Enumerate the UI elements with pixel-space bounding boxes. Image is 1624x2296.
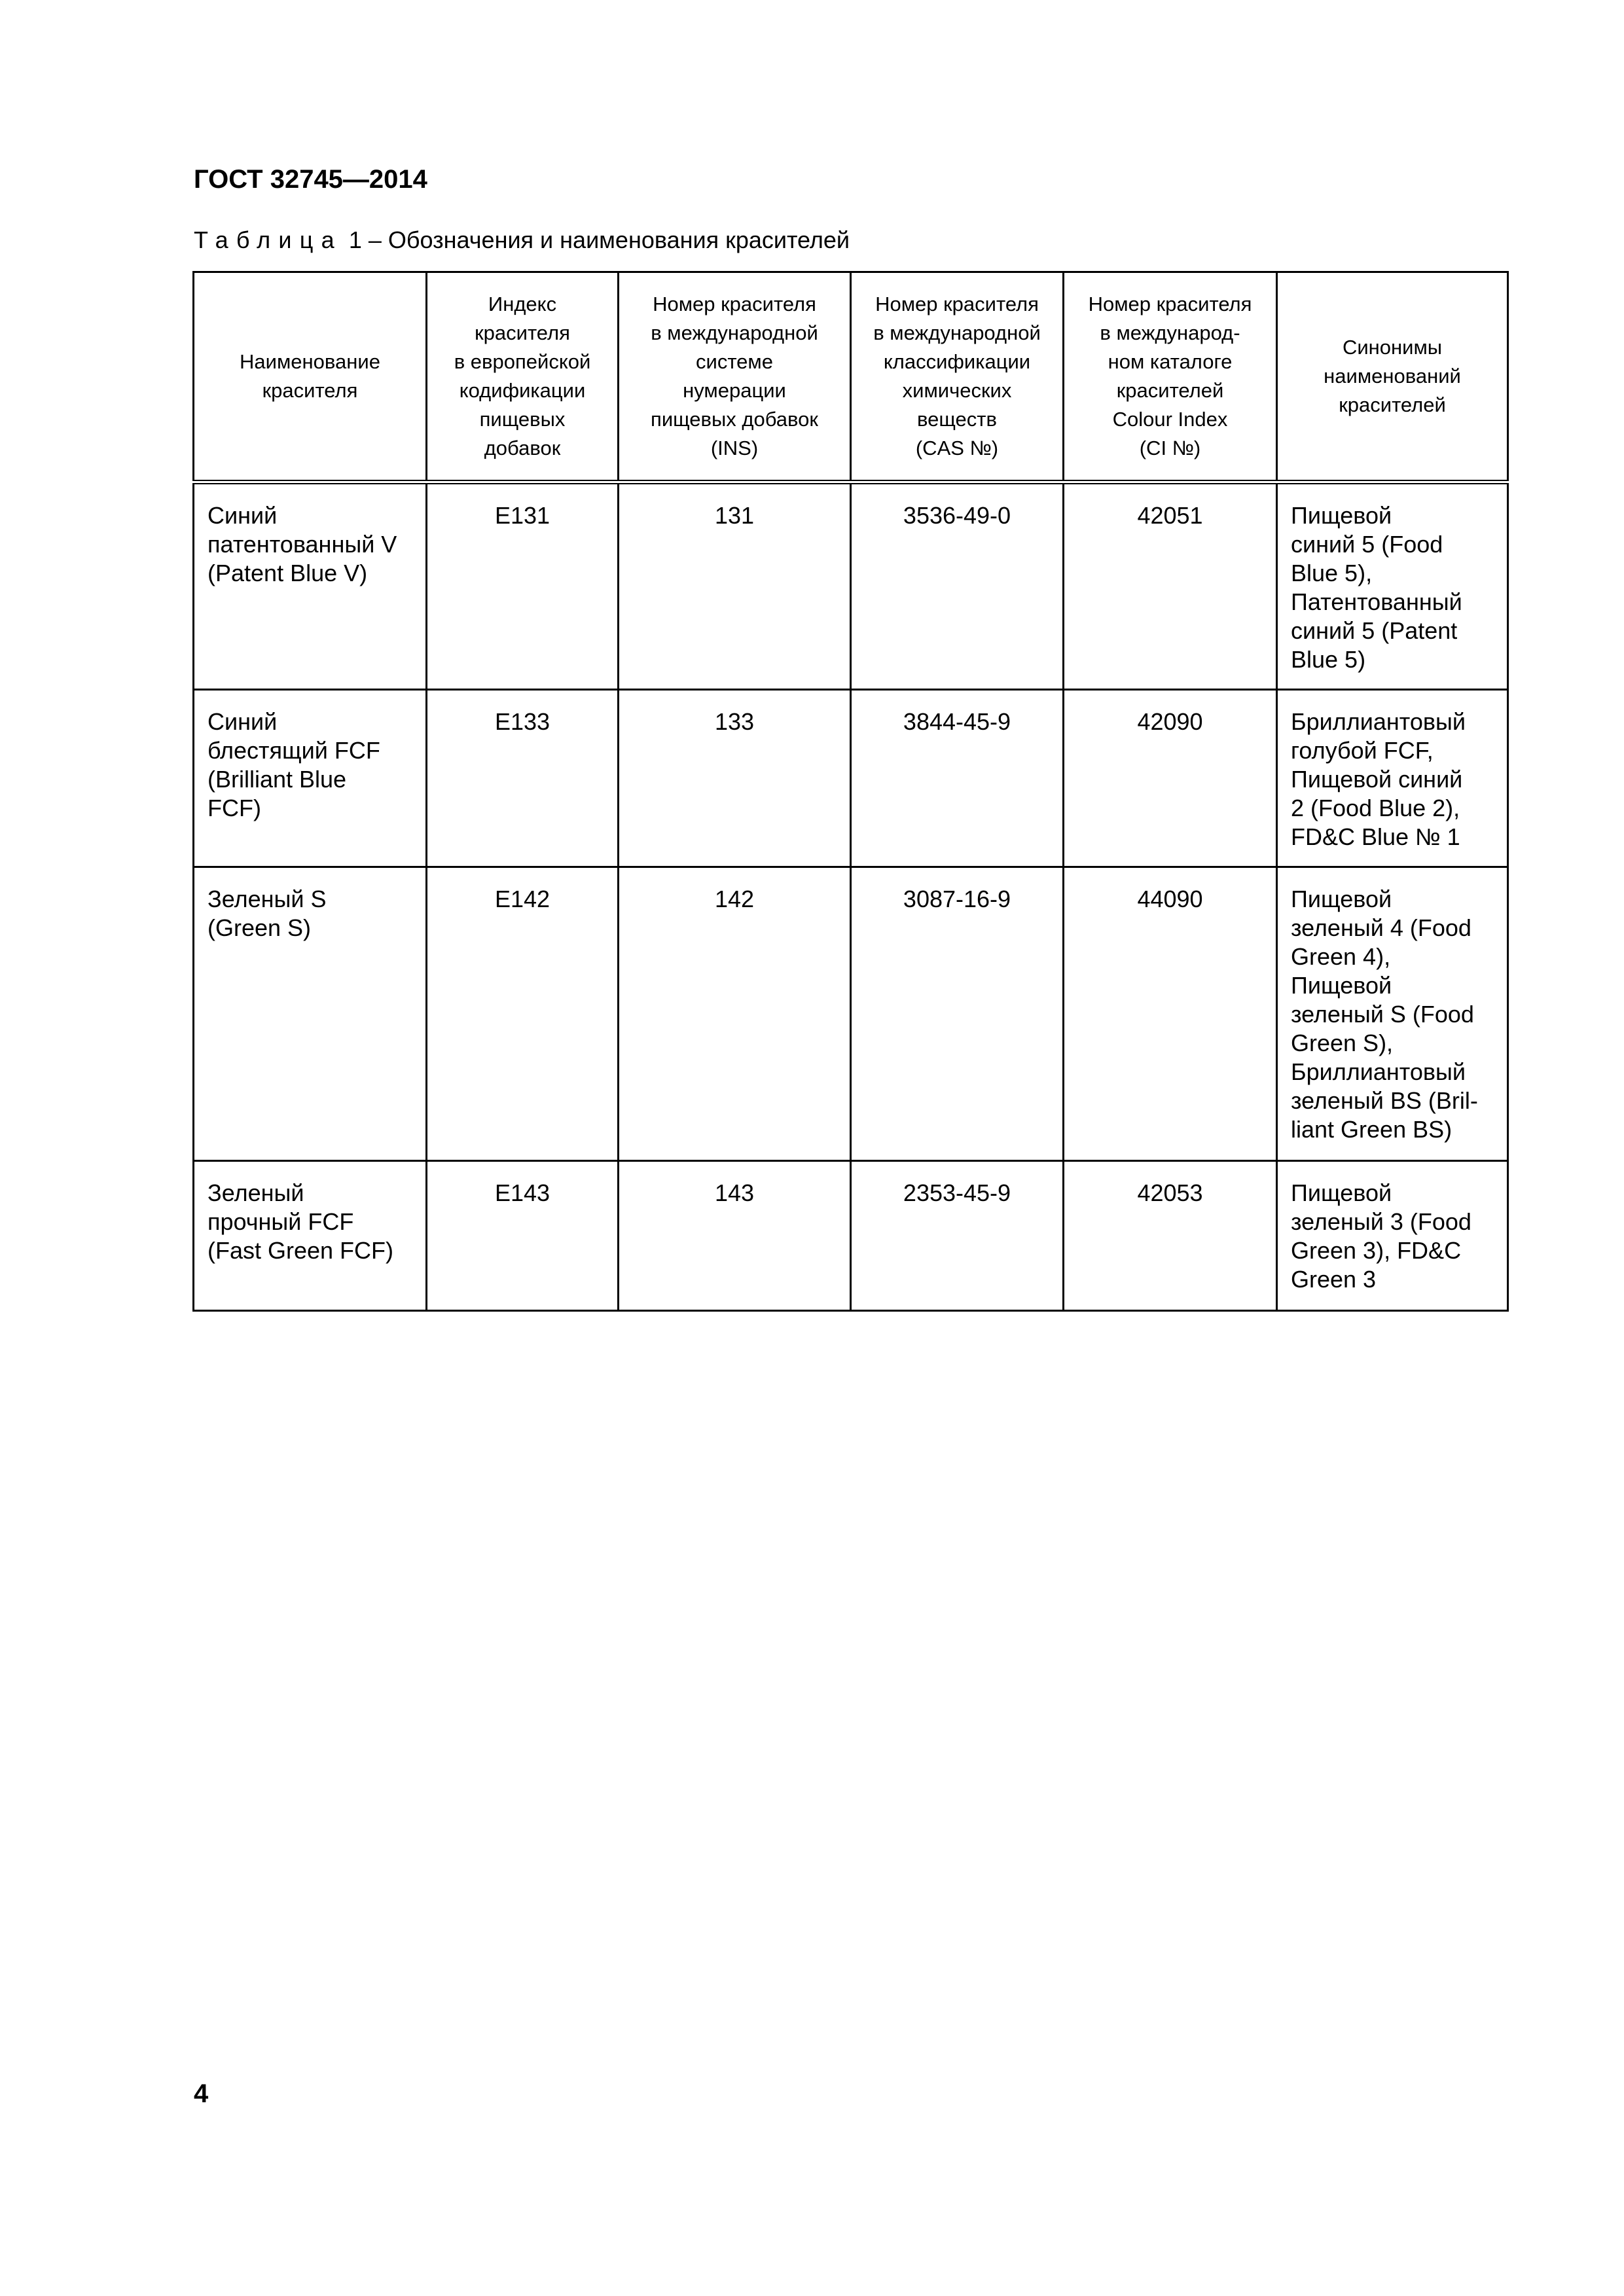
cell-dye-name: Синий патентованный V (Patent Blue V) — [194, 482, 427, 690]
cell-e-index: E133 — [427, 690, 619, 867]
table-row — [194, 1161, 1508, 1311]
cell-dye-name: Синий блестящий FCF (Brilliant Blue FCF) — [194, 690, 427, 867]
column-header-synonyms: Синонимы наименований красителей — [1277, 272, 1508, 482]
cell-ci-number: 42090 — [1064, 690, 1277, 867]
table-caption-text: – Обозначения и наименования красителей — [368, 226, 850, 253]
cell-ins-number: 133 — [619, 690, 851, 867]
cell-cas-number: 2353-45-9 — [851, 1161, 1064, 1311]
cell-ins-number: 131 — [619, 482, 851, 690]
table-caption-label: Таблица — [194, 226, 342, 253]
cell-cas-number: 3536-49-0 — [851, 482, 1064, 690]
cell-e-index: E143 — [427, 1161, 619, 1311]
cell-cas-number: 3087-16-9 — [851, 867, 1064, 1161]
cell-e-index: E142 — [427, 867, 619, 1161]
column-header-cas-number: Номер красителя в международной классификации химических веществ (CAS №) — [851, 272, 1064, 482]
cell-ins-number: 142 — [619, 867, 851, 1161]
table-row — [194, 690, 1508, 867]
table-caption — [194, 226, 850, 255]
cell-cas-number: 3844-45-9 — [851, 690, 1064, 867]
document-header: ГОСТ 32745—2014 — [194, 165, 427, 194]
table-header-row — [194, 272, 1508, 482]
table-caption-number: 1 — [348, 226, 362, 253]
cell-ins-number: 143 — [619, 1161, 851, 1311]
page-number: 4 — [194, 2079, 209, 2108]
dye-designations-table — [192, 271, 1509, 1312]
cell-ci-number: 42053 — [1064, 1161, 1277, 1311]
column-header-ci-number: Номер красителя в международ- ном каталоге красителей Colour Index (CI №) — [1064, 272, 1277, 482]
cell-dye-name: Зеленый S (Green S) — [194, 867, 427, 1161]
cell-e-index: E131 — [427, 482, 619, 690]
column-header-e-index: Индекс красителя в европейской кодификации пищевых добавок — [427, 272, 619, 482]
cell-synonyms: Пищевой зеленый 4 (Food Green 4), Пищевой зеленый S (Food Green S), Бриллиантовый зеленый BS (Bril- liant Green BS) — [1277, 867, 1508, 1161]
column-header-dye-name: Наименование красителя — [194, 272, 427, 482]
cell-dye-name: Зеленый прочный FCF (Fast Green FCF) — [194, 1161, 427, 1311]
cell-synonyms: Бриллиантовый голубой FCF, Пищевой синий 2 (Food Blue 2), FD&C Blue № 1 — [1277, 690, 1508, 867]
cell-synonyms: Пищевой синий 5 (Food Blue 5), Патентованный синий 5 (Patent Blue 5) — [1277, 482, 1508, 690]
cell-ci-number: 44090 — [1064, 867, 1277, 1161]
cell-synonyms: Пищевой зеленый 3 (Food Green 3), FD&C Green 3 — [1277, 1161, 1508, 1311]
column-header-ins-number: Номер красителя в международной системе нумерации пищевых добавок (INS) — [619, 272, 851, 482]
table-row — [194, 482, 1508, 690]
cell-ci-number: 42051 — [1064, 482, 1277, 690]
table-row — [194, 867, 1508, 1161]
